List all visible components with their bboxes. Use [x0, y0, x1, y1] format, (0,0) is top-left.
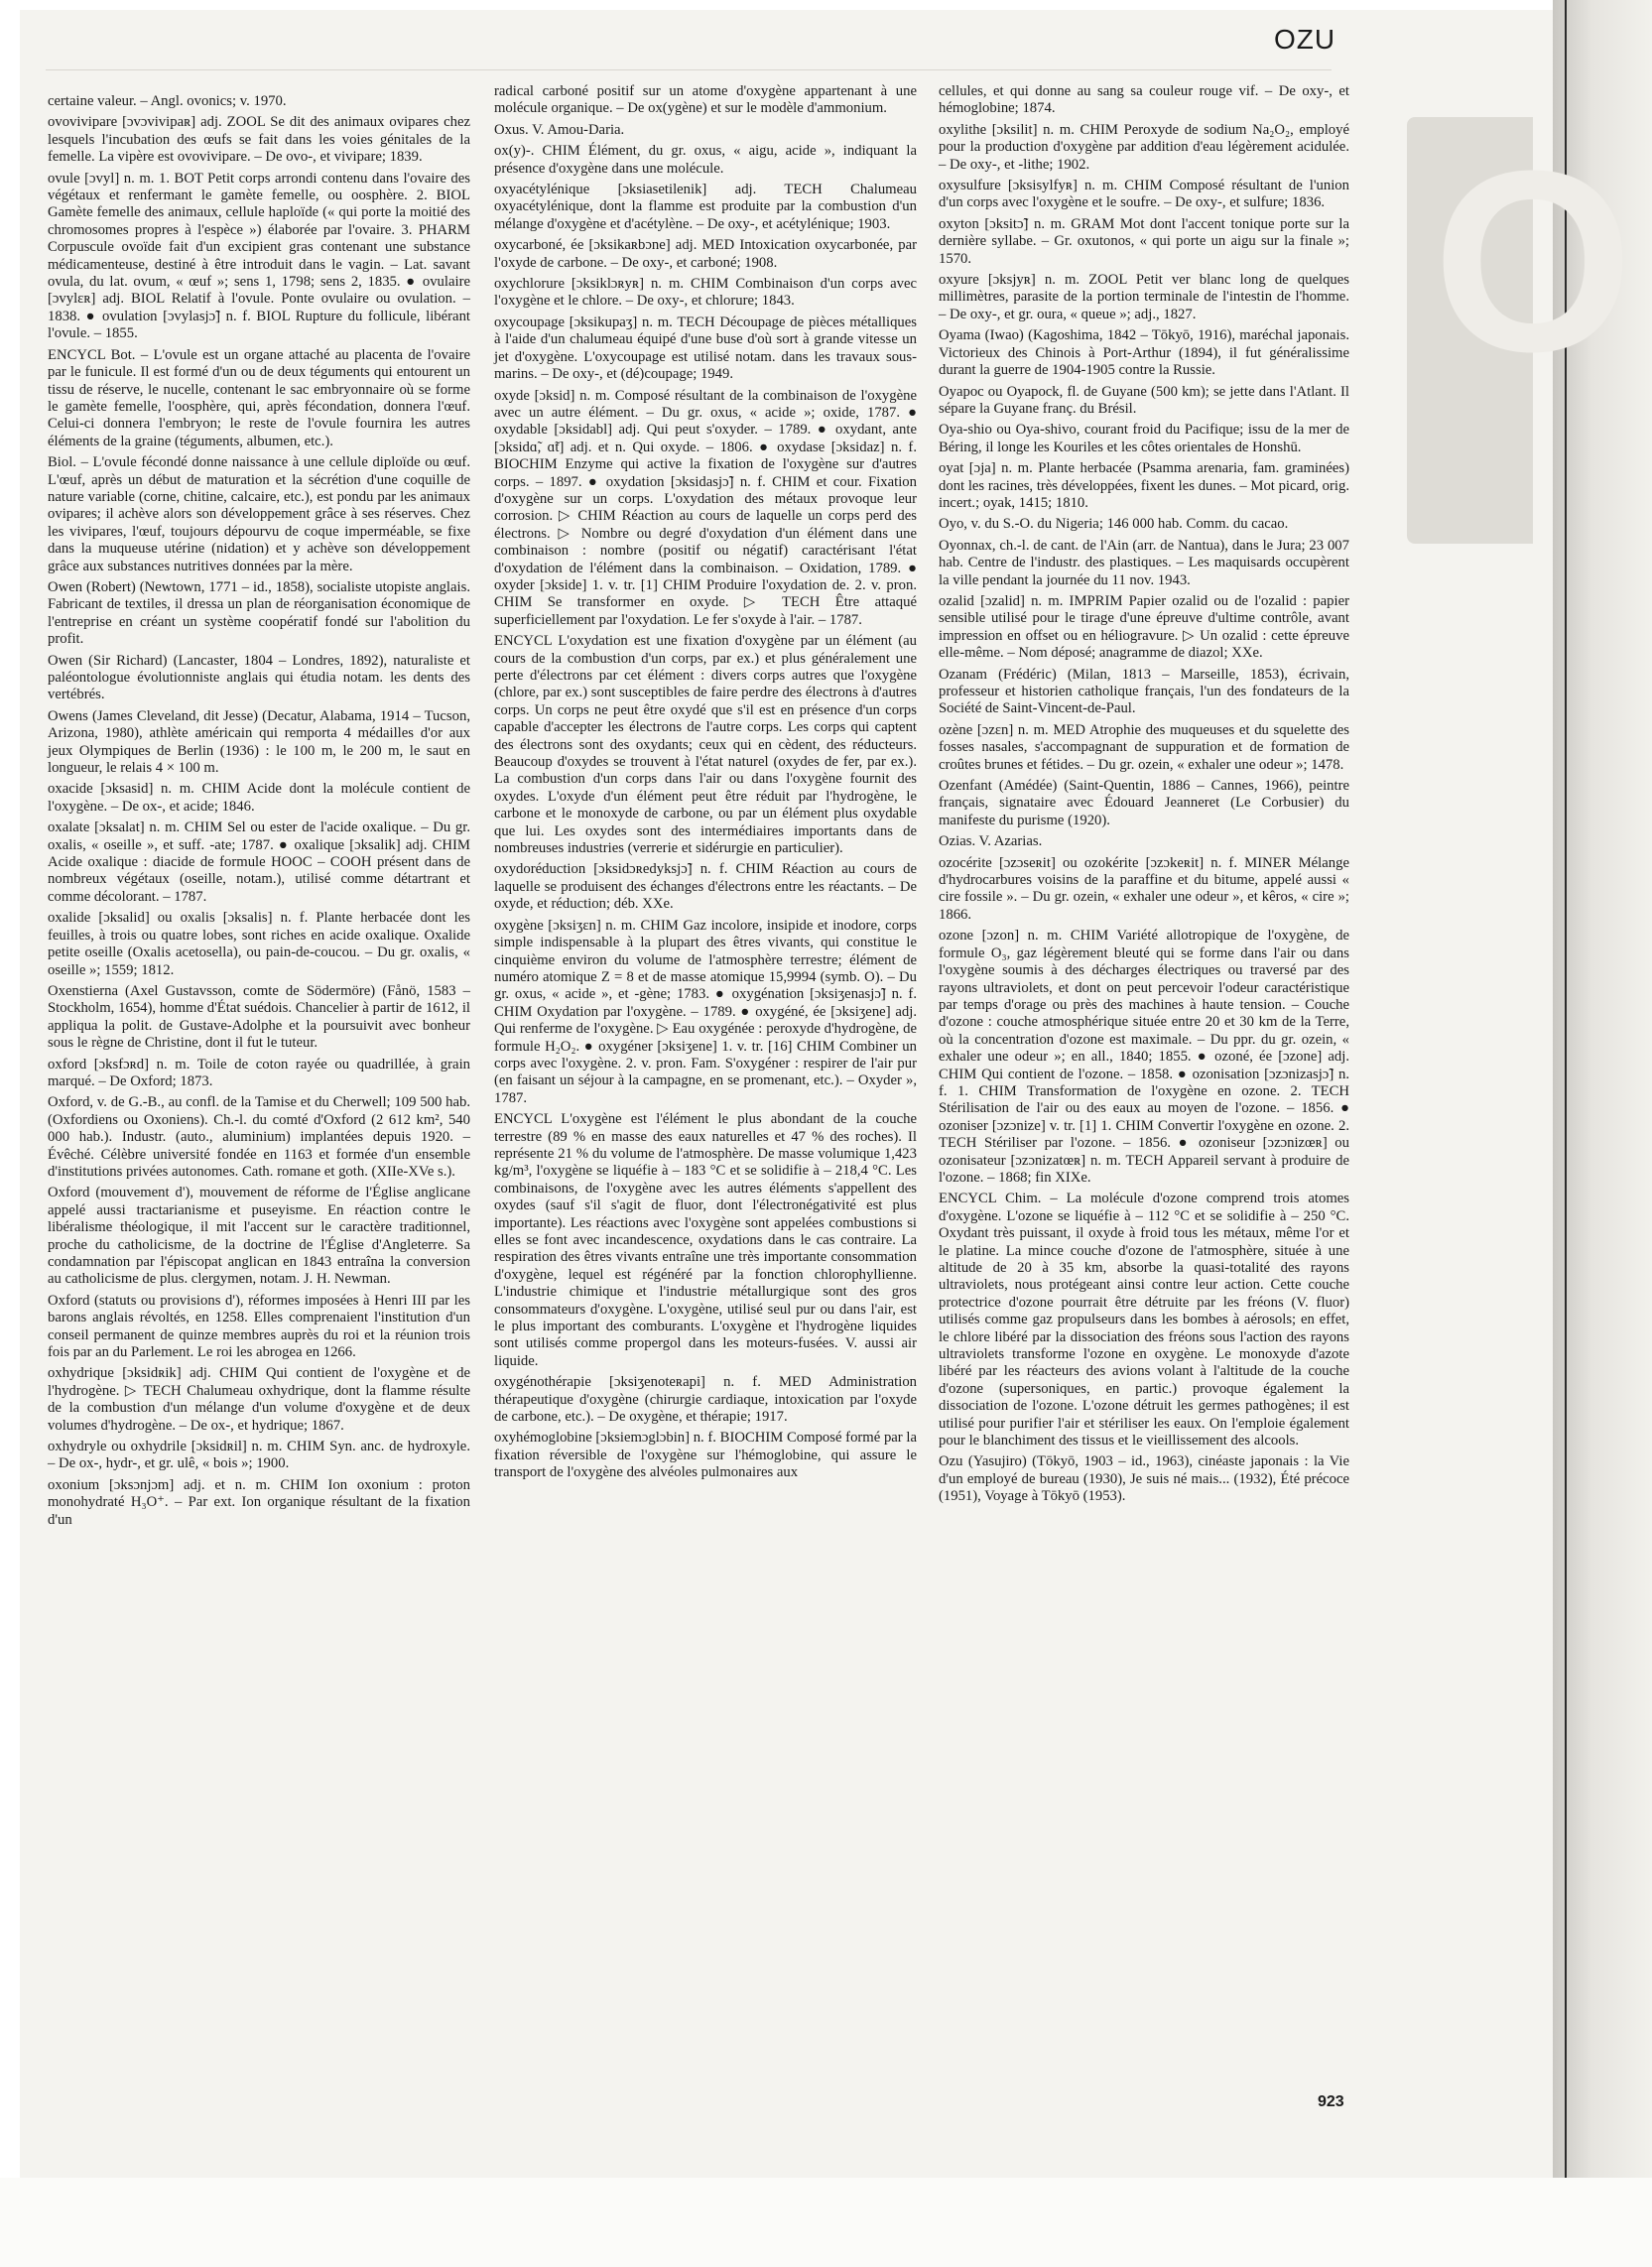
- dictionary-entry: Ozu (Yasujiro) (Tōkyō, 1903 – id., 1963), cinéaste japonais : la Vie d'un employé de bureau (1930), Je suis né mais... (1932), Été précoce (1951), Voyage à Tōkyō (1953).: [939, 1453, 1349, 1505]
- dictionary-entry: Ozias. V. Azarias.: [939, 833, 1043, 850]
- dictionary-entry: Oyonnax, ch.-l. de cant. de l'Ain (arr. de Nantua), dans le Jura; 23 007 hab. Centre de l'industr. des plastiques. – Les maquisards occupèrent la ville pendant la journée du 11 nov. 1943.: [939, 537, 1349, 588]
- dictionary-entry: ozalid [ɔzalid] n. m. IMPRIM Papier ozalid ou de l'ozalid : papier sensible utilisé pour le tirage d'une épreuve d'ultime contrôle, avant impression en offset ou en héliogravure. ▷ Un ozalid : cette épreuve elle-même. – Nom déposé; anagramme de diazol; XXe.: [939, 592, 1349, 662]
- dictionary-entry: ozocérite [ɔzɔseʀit] ou ozokérite [ɔzɔkeʀit] n. f. MINER Mélange d'hydrocarbures voisins de la paraffine et du bitume, appelé aussi « cire fossile ». – Du gr. ozein, « exhaler une odeur », et kêros, « cire »; 1866.: [939, 854, 1349, 923]
- dictionary-entry: oxylithe [ɔksilit] n. m. CHIM Peroxyde de sodium Na₂O₂, employé pour la production d'oxygène par addition d'eau légèrement acidulée. – De oxy-, et -lithe; 1902.: [939, 121, 1349, 173]
- column-2: [494, 83, 917, 1486]
- dictionary-entry: ENCYCL Chim. – La molécule d'ozone comprend trois atomes d'oxygène. L'ozone se liquéfie à – 112 °C et se solidifie à – 250 °C. Oxydant très puissant, il oxyde à froid tous les métaux, même l'or et le platine. La mince couche d'ozone de l'atmosphère, située à une altitude de 20 à 35 km, absorbe la quasi-totalité des rayons ultraviolets, nous protégeant ainsi contre leur action. Cette couche protectrice d'ozone pourrait être détruite par les fréons (V. fluor) utilisés comme gaz propulseurs dans les bombes à aérosols; en effet, le chlore libéré par la dissociation des fréons sous l'action des rayons ultraviolets transforme l'ozone en oxygène. Le monoxyde d'azote libéré par les réacteurs des avions volant à l'altitude de la couche d'ozone (supersoniques, en partic.) provoque également la dissociation de l'ozone. L'ozone détruit les germes pathogènes; il est utilisé pour purifier l'air et stériliser les eaux. On l'emploie également pour le blanchiment des tissus et le vieillissement des alcools.: [939, 1191, 1349, 1449]
- dictionary-entry: oxyacétylénique [ɔksiasetilenik] adj. TECH Chalumeau oxyacétylénique, dont la flamme est produite par la combustion d'un mélange d'oxygène et d'acétylène. – De oxy-, et acétylénique; 1903.: [494, 182, 917, 232]
- dictionary-entry: oxhydrique [ɔksidʀik] adj. CHIM Qui contient de l'oxygène et de l'hydrogène. ▷ TECH Chalumeau oxhydrique, dont la flamme résulte de la combustion d'un mélange d'un volume d'oxygène et de deux volumes d'hydrogène. – De ox-, et hydrique; 1867.: [48, 1365, 470, 1434]
- thumb-index-letter: O: [1433, 118, 1634, 406]
- dictionary-entry: oxygénothérapie [ɔksiʒenoteʀapi] n. f. MED Administration thérapeutique d'oxygène (chirurgie cardiaque, intoxication par l'oxyde de carbone, etc.). – De oxygène, et thérapie; 1917.: [494, 1374, 917, 1426]
- dictionary-entry: ox(y)-. CHIM Élément, du gr. oxus, « aigu, acide », indiquant la présence d'oxygène dans une molécule.: [494, 143, 917, 177]
- dictionary-entry: oxonium [ɔksɔnjɔm] adj. et n. m. CHIM Ion oxonium : proton monohydraté H₃O⁺. – Par ext. Ion organique résultant de la fixation d'un: [48, 1476, 470, 1528]
- dictionary-entry: oxycoupage [ɔksikupaʒ] n. m. TECH Découpage de pièces métalliques à l'aide d'un chalumeau équipé d'une buse d'où sort à grande vitesse un jet d'oxygène. L'oxycoupage est utilisé notam. dans les travaux sous-marins. – De oxy-, et (dé)coupage; 1949.: [494, 314, 917, 383]
- dictionary-entry: ozone [ɔzon] n. m. CHIM Variété allotropique de l'oxygène, de formule O₃, gaz légèrement bleuté qui se forme dans l'air ou dans l'oxygène soumis à des décharges électriques ou traversé par des rayons ultraviolets, et dont on peut percevoir l'odeur caractéristique par temps d'orage ou près des machines à haute tension. – Couche d'ozone : couche atmosphérique située entre 20 et 30 km de la Terre, où la concentration d'ozone est maximale. – Du ppr. du gr. ozein, « exhaler une odeur »; en all., 1840; 1855. ● ozoné, ée [ɔzone] adj. CHIM Qui contient de l'ozone. – 1858. ● ozonisation [ɔzɔnizasjɔ̃] n. f. 1. CHIM Transformation de l'oxygène en ozone. 2. TECH Stérilisation de l'air ou des eaux au moyen de l'ozone. – 1856. ● ozoniser [ɔzɔnize] v. tr. [1] 1. CHIM Convertir l'oxygène en ozone. 2. TECH Stériliser par l'ozone. – 1856. ● ozoniseur [ɔzɔnizœʀ] ou ozonisateur [ɔzɔnizatœʀ] n. m. TECH Appareil servant à produire de l'ozone. – 1868; fin XIXe.: [939, 928, 1349, 1186]
- dictionary-entry: ENCYCL Bot. – L'ovule est un organe attaché au placenta de l'ovaire par le funicule. Il est formé d'un ou de deux téguments qui entourent un tissu de réserve, le nucelle, contenant le sac embryonnaire où se forme le gamète femelle, l'oosphère, qui, après fécondation, donnera l'œuf. Celui-ci donnera l'embryon; le reste de l'ovule fournira les autres éléments de la graine (téguments, albumen, etc.).: [48, 346, 470, 449]
- dictionary-entry: oxygène [ɔksiʒɛn] n. m. CHIM Gaz incolore, insipide et inodore, corps simple indispensable à la plupart des êtres vivants, qui constitue le cinquième environ du volume de l'atmosphère terrestre; élément de numéro atomique Z = 8 et de masse atomique 15,9994 (symb. O). – Du gr. oxus, « acide », et -gène; 1783. ● oxygénation [ɔksiʒenasjɔ̃] n. f. CHIM Oxydation par l'oxygène. – 1789. ● oxygéné, ée [ɔksiʒene] adj. Qui renferme de l'oxygène. ▷ Eau oxygénée : peroxyde d'hydrogène, de formule H₂O₂. ● oxygéner [ɔksiʒene] 1. v. tr. [16] CHIM Combiner un corps avec l'oxygène. 2. v. pron. Fam. S'oxygéner : respirer de l'air pur (en faisant un séjour à la campagne, en se promenant, etc.). – Oxyder », 1787.: [494, 917, 917, 1106]
- dictionary-entry: ozène [ɔzɛn] n. m. MED Atrophie des muqueuses et du squelette des fosses nasales, s'accompagnant de suppuration et de formation de croûtes brunes et fétides. – Du gr. ozein, « exhaler une odeur »; 1478.: [939, 721, 1349, 773]
- dictionary-entry: Oxenstierna (Axel Gustavsson, comte de Södermöre) (Fånö, 1583 – Stockholm, 1654), homme d'État suédois. Chancelier à partir de 1612, il appliqua la polit. de Gustave-Adolphe et la poursuivit avec bonheur sous le règne de Christine, dont il fut le tuteur.: [48, 982, 470, 1052]
- running-head: OZU: [1274, 24, 1336, 55]
- column-3: [939, 83, 1349, 1510]
- dictionary-entry: Oyo, v. du S.-O. du Nigeria; 146 000 hab. Comm. du cacao.: [939, 516, 1289, 533]
- dictionary-entry: Ozanam (Frédéric) (Milan, 1813 – Marseille, 1853), écrivain, professeur et historien catholique français, l'un des fondateurs de la Société de Saint-Vincent-de-Paul.: [939, 666, 1349, 717]
- dictionary-entry: ENCYCL L'oxygène est l'élément le plus abondant de la couche terrestre (89 % en masse des eaux naturelles et 47 % des roches). Il représente 21 % du volume de l'atmosphère. De masse volumique 1,423 kg/m³, l'oxygène se liquéfie à – 183 °C et se solidifie à – 218,4 °C. Les combinaisons, de l'oxygène avec les autres éléments s'appellent des oxydes (sauf s'il s'agit de fluor, dont l'électronégativité est plus importante). Les réactions avec l'oxygène sont appelées combustions si elles se font avec incandescence, oxydations dans le cas contraire. La respiration des êtres vivants entraîne une très importante consommation d'oxygène, lequel est régénéré par la fonction chlorophyllienne. L'industrie chimique et l'industrie métallurgique sont des gros consommateurs d'oxygène. L'oxygène, utilisé seul pur ou dans l'air, est le plus important des comburants. L'oxygène et l'hydrogène liquides sont utilisés comme propergol dans les moteurs-fusées. V. aussi air liquide.: [494, 1111, 917, 1369]
- dictionary-entry: oxalate [ɔksalat] n. m. CHIM Sel ou ester de l'acide oxalique. – Du gr. oxalis, « oseille », et suff. -ate; 1787. ● oxalique [ɔksalik] adj. CHIM Acide oxalique : diacide de formule HOOC – COOH présent dans de nombreux végétaux (oseille, notam.), utilisé comme détartrant et comme décolorant. – 1787.: [48, 819, 470, 905]
- dictionary-entry: oxycarboné, ée [ɔksikaʀbɔne] adj. MED Intoxication oxycarbonée, par l'oxyde de carbone. – De oxy-, et carboné; 1908.: [494, 237, 917, 271]
- dictionary-entry: Oyama (Iwao) (Kagoshima, 1842 – Tōkyō, 1916), maréchal japonais. Victorieux des Chinois à Port-Arthur (1894), il fut généralissime durant la guerre de 1904-1905 contre la Russie.: [939, 327, 1349, 379]
- dictionary-entry: Biol. – L'ovule fécondé donne naissance à une cellule diploïde ou œuf. L'œuf, après un début de maturation et la sécrétion d'une coquille de nature variable (corne, chitine, calcaire, etc.), est pondu par les animaux ovipares; il achève alors son développement grâce à ses réserves. Chez les vivipares, l'œuf, toujours dépourvu de coque imperméable, se fixe dans la muqueuse utérine (nidation) et y achève son développement grâce aux substances nutritives données par la mère.: [48, 454, 470, 574]
- dictionary-entry: oxyure [ɔksjyʀ] n. m. ZOOL Petit ver blanc long de quelques millimètres, parasite de la portion terminale de l'intestin de l'homme. – De oxy-, et gr. oura, « queue »; adj., 1827.: [939, 272, 1349, 322]
- thumb-index-tab: [1407, 117, 1634, 544]
- dictionary-entry: Oyapoc ou Oyapock, fl. de Guyane (500 km); se jette dans l'Atlant. Il sépare la Guyane franç. du Brésil.: [939, 383, 1349, 417]
- dictionary-entry: radical carboné positif sur un atome d'oxygène appartenant à une molécule organique. – De ox(ygène) et sur le modèle d'ammonium.: [494, 83, 917, 117]
- dictionary-entry: Owen (Robert) (Newtown, 1771 – id., 1858), socialiste utopiste anglais. Fabricant de textiles, il dressa un plan de réorganisation économique de l'entreprise en créant un système coopératif fondé sur l'abolition du profit.: [48, 578, 470, 648]
- dictionary-entry: oxychlorure [ɔksiklɔʀyʀ] n. m. CHIM Combinaison d'un corps avec l'oxygène et le chlore. – De oxy-, et chlorure; 1843.: [494, 276, 917, 310]
- dictionary-entry: certaine valeur. – Angl. ovonics; v. 1970.: [48, 93, 287, 109]
- dictionary-entry: ovule [ɔvyl] n. m. 1. BOT Petit corps arrondi contenu dans l'ovaire des végétaux et renfermant le gamète femelle, ou oosphère. 2. BIOL Gamète femelle des animaux, cellule haploïde (« qui porte la moitié des chromosomes propres à l'espèce ») élaborée par l'ovaire. 3. PHARM Corpuscule ovoïde fait d'un excipient gras contenant une substance médicamenteuse, destiné à être introduit dans le vagin. – Lat. savant ovula, du lat. ovum, « œuf »; sens 1, 1798; sens 2, 1835. ● ovulaire [ɔvylɛʀ] adj. BIOL Relatif à l'ovule. Ponte ovulaire ou ovulation. – 1838. ● ovulation [ɔvylasjɔ̃] n. f. BIOL Rupture du follicule, libérant l'ovule. – 1855.: [48, 170, 470, 342]
- dictionary-entry: oxyde [ɔksid] n. m. Composé résultant de la combinaison de l'oxygène avec un autre élément. – Du gr. oxus, « acide »; oxide, 1787. ● oxydable [ɔksidabl] adj. Qui peut s'oxyder. – 1789. ● oxydant, ante [ɔksidɑ̃, ɑ̃t] adj. et n. Qui oxyde. – 1806. ● oxydase [ɔksidaz] n. f. BIOCHIM Enzyme qui active la fixation de l'oxygène sur d'autres corps. – 1897. ● oxydation [ɔksidasjɔ̃] n. f. CHIM et cour. Fixation d'oxygène sur un corps. L'oxydation des métaux provoque leur corrosion. ▷ CHIM Réaction au cours de laquelle un corps perd des électrons. ▷ Nombre ou degré d'oxydation d'un élément dans une combinaison : nombre (positif ou négatif) caractérisant l'état d'oxydation de l'élément dans la combinaison. – Oxidation, 1789. ● oxyder [ɔkside] 1. v. tr. [1] CHIM Produire l'oxydation de. 2. v. pron. CHIM Se transformer en oxyde. ▷ TECH Être attaqué superficiellement par l'oxydation. Le fer s'oxyde à l'air. – 1787.: [494, 387, 917, 628]
- dictionary-entry: oxhydryle ou oxhydrile [ɔksidʀil] n. m. CHIM Syn. anc. de hydroxyle. – De ox-, hydr-, et gr. ulê, « bois »; 1900.: [48, 1439, 470, 1472]
- dictionary-entry: oxalide [ɔksalid] ou oxalis [ɔksalis] n. f. Plante herbacée dont les feuilles, à trois ou quatre lobes, sont riches en acide oxalique. Oxalide petite oseille (Oxalis acetosella), ou pain-de-coucou. – Du gr. oxalis, « oseille »; 1559; 1812.: [48, 910, 470, 978]
- dictionary-entry: cellules, et qui donne au sang sa couleur rouge vif. – De oxy-, et hémoglobine; 1874.: [939, 83, 1349, 117]
- dictionary-entry: Oxford, v. de G.-B., au confl. de la Tamise et du Cherwell; 109 500 hab. (Oxfordiens ou Oxoniens). Ch.-l. du comté d'Oxford (2 612 km², 540 000 hab.). Industr. (auto., aluminium) implantées depuis 1920. – Évêché. Célèbre université fondée en 1163 et formée d'un ensemble d'institutions privées autonomes. Cath. romane et goth. (XIIe-XVe s.).: [48, 1094, 470, 1180]
- dictionary-entry: oxyton [ɔksitɔ̃] n. m. GRAM Mot dont l'accent tonique porte sur la dernière syllabe. – Gr. oxutonos, « qui porte un aigu sur la finale »; 1570.: [939, 215, 1349, 267]
- dictionary-entry: oxacide [ɔksasid] n. m. CHIM Acide dont la molécule contient de l'oxygène. – De ox-, et acide; 1846.: [48, 781, 470, 815]
- dictionary-entry: ENCYCL L'oxydation est une fixation d'oxygène par un élément (au cours de la combustion d'un corps, par ex.) et plus généralement une perte d'électrons par cet élément : divers corps autres que l'oxygène (chlore, par ex.) sont susceptibles de faire perdre des électrons à d'autres corps. Un corps ne peut être oxydé que s'il est en présence d'un corps capable d'accepter les électrons de l'autre corps. Les corps qui captent des électrons sont des oxydants; ceux qui en cèdent, des réducteurs. Beaucoup d'oxydes se trouvent à l'état naturel (oxydes de fer, par ex.). La combustion d'un corps dans l'air ou dans l'oxygène fournit des oxydes. L'oxyde d'un élément peut être réduit par l'hydrogène, le carbone et le monoxyde de carbone, ou par un élément plus oxydable que lui. Les oxydes sont des intermédiaires importants dans de nombreuses industries (verrerie et sidérurgie en particulier).: [494, 633, 917, 857]
- dictionary-entry: oxydoréduction [ɔksidɔʀedyksjɔ̃] n. f. CHIM Réaction au cours de laquelle se produisent des échanges d'électrons entre les réactants. – De oxyde, et réduction; déb. XXe.: [494, 861, 917, 913]
- dictionary-entry: Oxford (statuts ou provisions d'), réformes imposées à Henri III par les barons anglais révoltés, en 1258. Elles comprenaient l'institution d'un conseil permanent de quinze membres auprès du roi et la réunion trois fois par an du Parlement. Le roi les abrogea en 1266.: [48, 1292, 470, 1361]
- dictionary-entry: Oxford (mouvement d'), mouvement de réforme de l'Église anglicane appelé aussi tractarianisme et puseyisme. En réaction contre le libéralisme théologique, il mit l'accent sur le caractère traditionnel, proche du catholicisme, de la doctrine de l'Église d'Angleterre. Sa condamnation par l'épiscopat anglican en 1843 entraîna la conversion au catholicisme de plus. clergymen, notam. J. H. Newman.: [48, 1185, 470, 1288]
- column-1: [48, 93, 470, 1533]
- dictionary-entry: oxford [ɔksfɔʀd] n. m. Toile de coton rayée ou quadrillée, à grain marqué. – De Oxford; 1873.: [48, 1056, 470, 1089]
- page-number: 923: [1318, 2093, 1344, 2110]
- dictionary-entry: Owen (Sir Richard) (Lancaster, 1804 – Londres, 1892), naturaliste et paléontologue évolutionniste anglais qui étudia notam. les dents des vertébrés.: [48, 652, 470, 703]
- dictionary-entry: Owens (James Cleveland, dit Jesse) (Decatur, Alabama, 1914 – Tucson, Arizona, 1980), athlète américain qui remporta 4 médailles d'or aux jeux Olympiques de Berlin (1936) : le 100 m, le 200 m, le saut en longueur, le relais 4 × 100 m.: [48, 707, 470, 777]
- dictionary-entry: Ozenfant (Amédée) (Saint-Quentin, 1886 – Cannes, 1966), peintre français, signataire avec Édouard Jeanneret (Le Corbusier) du manifeste du purisme (1920).: [939, 778, 1349, 828]
- dictionary-entry: Oxus. V. Amou-Daria.: [494, 121, 625, 138]
- dictionary-entry: ovovivipare [ɔvɔvivipaʀ] adj. ZOOL Se dit des animaux ovipares chez lesquels l'incubation des œufs se fait dans les voies génitales de la femelle. La vipère est ovovivipare. – De ovo-, et vivipare; 1839.: [48, 114, 470, 166]
- dictionary-entry: oxyhémoglobine [ɔksiemɔglɔbin] n. f. BIOCHIM Composé formé par la fixation réversible de l'oxygène sur l'hémoglobine, qui assure le transport de l'oxygène des alvéoles pulmonaires aux: [494, 1430, 917, 1481]
- scanner-bottom-margin: [0, 2178, 1652, 2267]
- dictionary-entry: Oya-shio ou Oya-shivo, courant froid du Pacifique; issu de la mer de Béring, il longe les Kouriles et les côtes orientales de Honshū.: [939, 422, 1349, 455]
- dictionary-entry: oxysulfure [ɔksisylfyʀ] n. m. CHIM Composé résultant de l'union d'un corps avec l'oxygène et le soufre. – De oxy-, et sulfure; 1836.: [939, 178, 1349, 211]
- dictionary-entry: oyat [ɔja] n. m. Plante herbacée (Psamma arenaria, fam. graminées) dont les racines, très développées, fixent les dunes. – Mot picard, orig. incert.; oyak, 1415; 1810.: [939, 460, 1349, 511]
- header-rule: [46, 69, 1332, 70]
